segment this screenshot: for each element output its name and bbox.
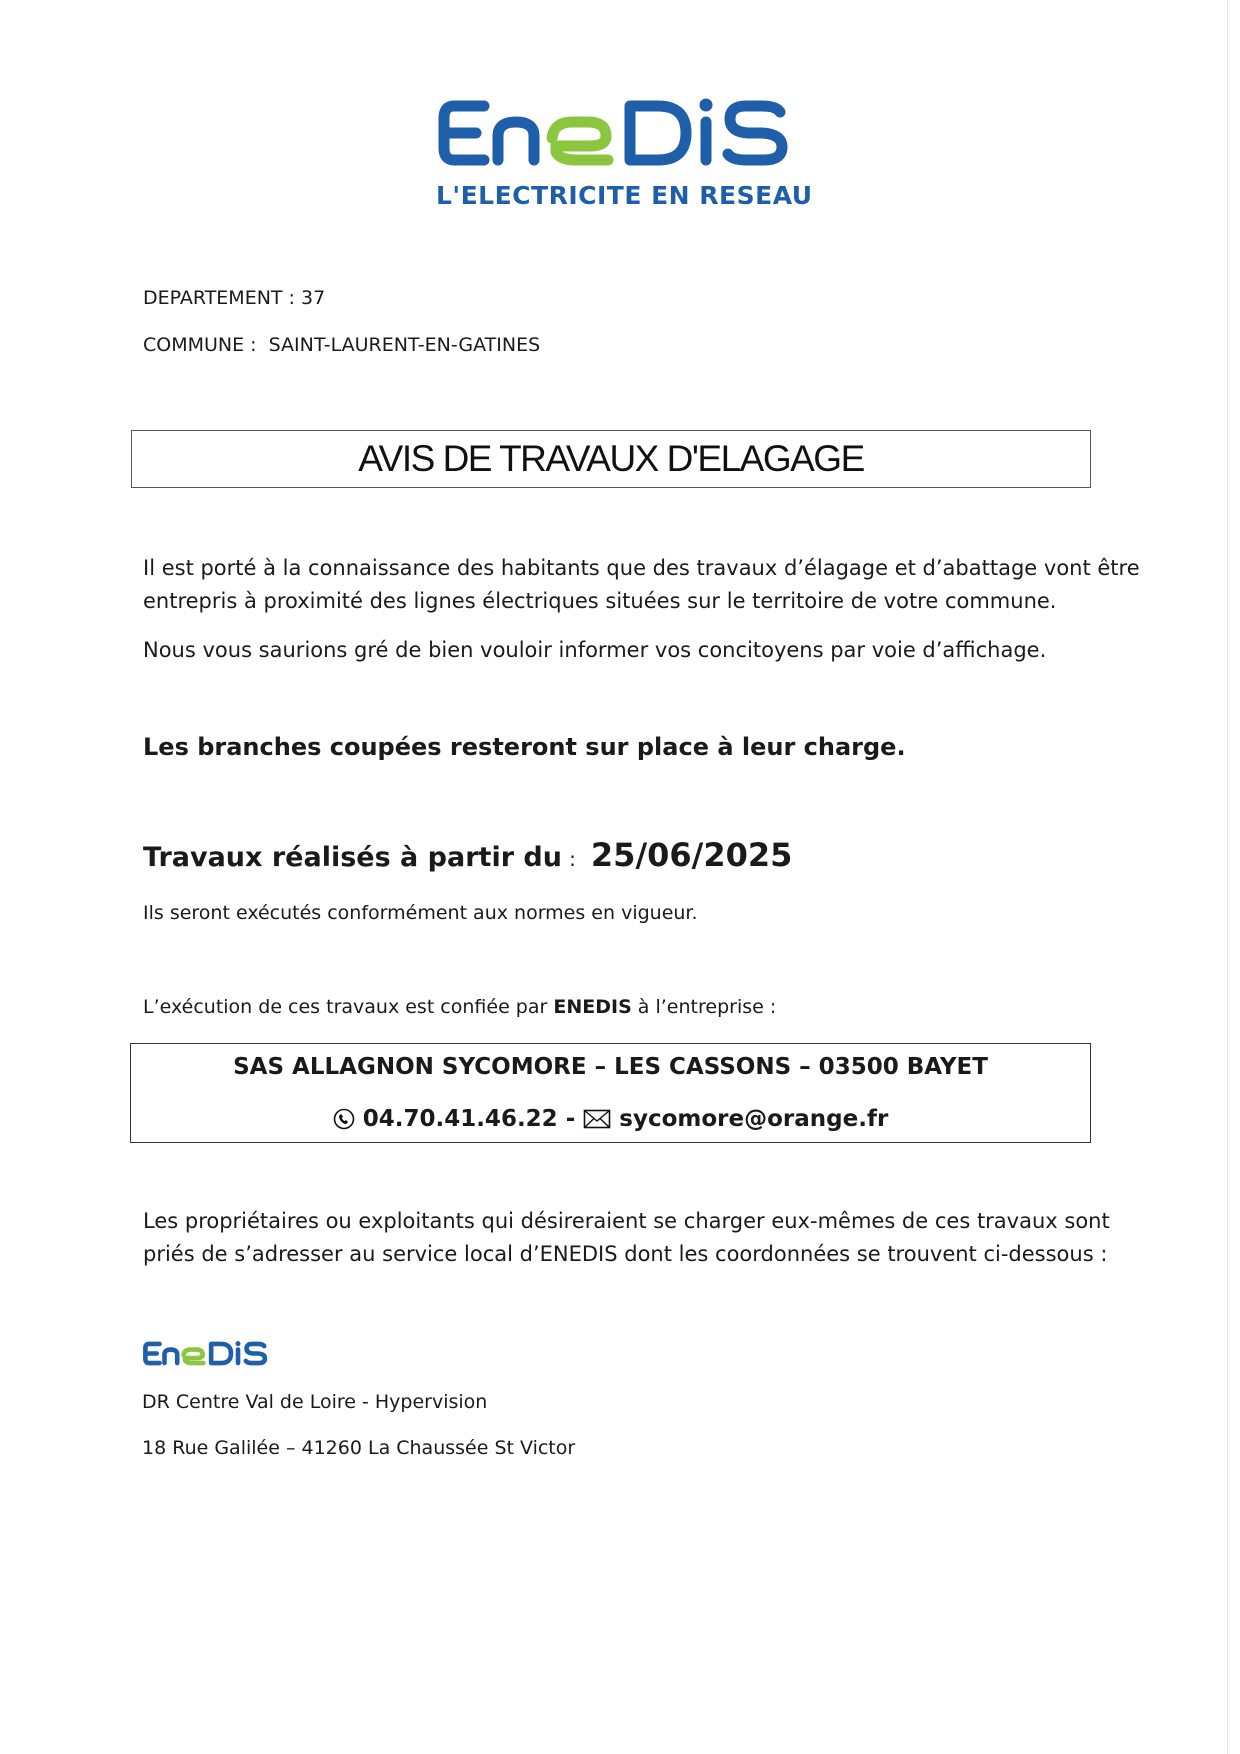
page-title: AVIS DE TRAVAUX D'ELAGAGE (358, 438, 864, 479)
owners-line-2: priés de s’adresser au service local d’ENEDIS dont les coordonnées se trouvent ci-dessous : (143, 1242, 1108, 1266)
execution-prefix: L’exécution de ces travaux est confiée par (143, 996, 554, 1018)
envelope-icon (583, 1108, 611, 1136)
execution-suffix: à l’entreprise : (631, 996, 777, 1018)
company-name: SAS ALLAGNON SYCOMORE – LES CASSONS – 03500 BAYET (233, 1054, 988, 1080)
commune-value: SAINT-LAURENT-EN-GATINES (268, 334, 541, 356)
execution-company: ENEDIS (553, 996, 632, 1018)
norms-line: Ils seront exécutés conformément aux normes en vigueur. (143, 902, 698, 924)
travaux-separator: : (569, 847, 576, 871)
intro-line-3: Nous vous saurions gré de bien vouloir informer vos concitoyens par voie d’affichage. (143, 638, 1047, 662)
phone-icon (333, 1108, 355, 1136)
enedis-logo-small (142, 1339, 269, 1368)
branches-notice: Les branches coupées resteront sur place à leur charge. (143, 733, 906, 761)
commune-line (143, 334, 540, 356)
company-contact (131, 1106, 1090, 1136)
departement-line (143, 287, 325, 309)
travaux-date: 25/06/2025 (590, 836, 793, 874)
enedis-logo (436, 92, 792, 174)
intro-line-2: entrepris à proximité des lignes électriques situées sur le territoire de votre commune. (143, 589, 1057, 613)
departement-label: DEPARTEMENT : (143, 287, 295, 309)
company-email[interactable]: sycomore@orange.fr (619, 1106, 889, 1132)
owners-line-1: Les propriétaires ou exploitants qui désireraient se charger eux-mêmes de ces travaux sont (143, 1209, 1110, 1233)
footer-address: 18 Rue Galilée – 41260 La Chaussée St Victor (142, 1437, 576, 1459)
company-phone[interactable]: 04.70.41.46.22 (362, 1106, 558, 1132)
page-edge (1227, 0, 1228, 1754)
tagline: L'ELECTRICITE EN RESEAU (436, 181, 813, 210)
departement-value: 37 (301, 287, 326, 309)
travaux-date-line (143, 836, 792, 874)
company-box (130, 1043, 1091, 1143)
commune-label: COMMUNE : (143, 334, 257, 356)
intro-line-1: Il est porté à la connaissance des habitants que des travaux d’élagage et d’abattage vont être (143, 556, 1140, 580)
title-box (131, 430, 1091, 488)
execution-line (143, 996, 776, 1018)
contact-dash: - (565, 1106, 576, 1132)
travaux-label: Travaux réalisés à partir du (143, 842, 562, 873)
footer-service: DR Centre Val de Loire - Hypervision (142, 1391, 488, 1413)
